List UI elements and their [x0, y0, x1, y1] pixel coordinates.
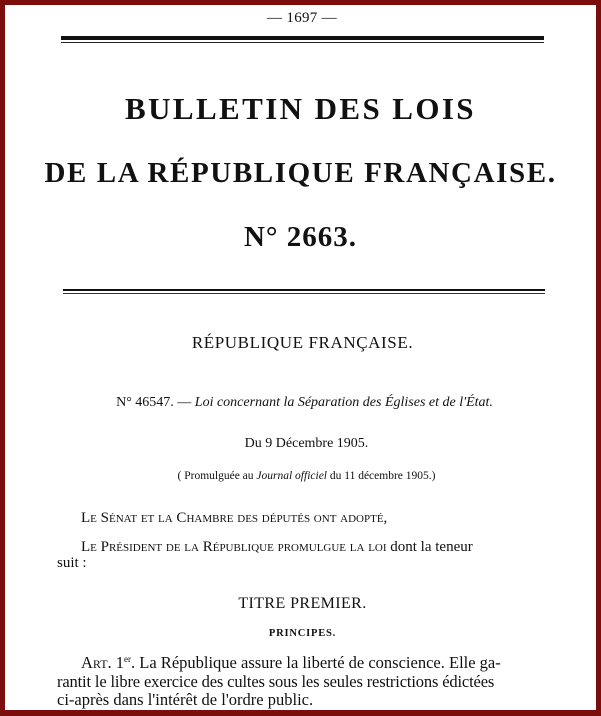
titre-heading: TITRE PREMIER. — [238, 595, 367, 612]
preamble-president-cont: suit : — [57, 555, 87, 571]
header-rule-thick — [61, 36, 544, 40]
article-1-line-1 — [81, 653, 501, 673]
preamble-president-rest: dont la teneur — [386, 539, 473, 555]
titre-subheading: PRINCIPES. — [268, 628, 337, 639]
article-1-label: Art. 1 — [81, 653, 125, 672]
promulgation-journal: Journal officiel — [256, 470, 327, 482]
article-1-line-2: rantit le libre exercice des cultes sous les seules restrictions édictées — [57, 672, 495, 691]
promulgation-suffix: du 11 décembre 1905.) — [327, 470, 436, 482]
promulgation-note — [6, 470, 601, 482]
bulletin-title: BULLETIN DES LOIS — [125, 91, 476, 126]
section-rule-thin — [63, 293, 545, 294]
page-number: — 1697 — — [267, 10, 337, 26]
republique-title: DE LA RÉPUBLIQUE FRANÇAISE. — [44, 157, 557, 189]
promulgation-prefix: ( Promulguée au — [177, 470, 257, 482]
section-heading: RÉPUBLIQUE FRANÇAISE. — [191, 333, 414, 352]
law-date: Du 9 Décembre 1905. — [244, 436, 369, 451]
article-1-label-sup: er — [124, 654, 132, 664]
law-title-line — [4, 395, 601, 411]
article-1-line-3: ci-après dans l'intérêt de l'ordre public. — [57, 690, 314, 709]
preamble-president — [81, 539, 473, 556]
section-rule-thick — [63, 289, 545, 291]
article-1-text-1: . La République assure la liberté de conscience. Elle ga- — [131, 653, 501, 672]
preamble-senat: Le Sénat et la Chambre des députés ont adopté, — [81, 510, 388, 526]
law-number: N° 46547. — — [116, 395, 195, 410]
bulletin-number: N° 2663. — [243, 221, 358, 253]
preamble-president-sc: Le Président de la République promulgue la loi — [81, 539, 387, 555]
header-rule-thin — [61, 42, 544, 43]
law-title: Loi concernant la Séparation des Églises et de l'État. — [194, 395, 493, 410]
